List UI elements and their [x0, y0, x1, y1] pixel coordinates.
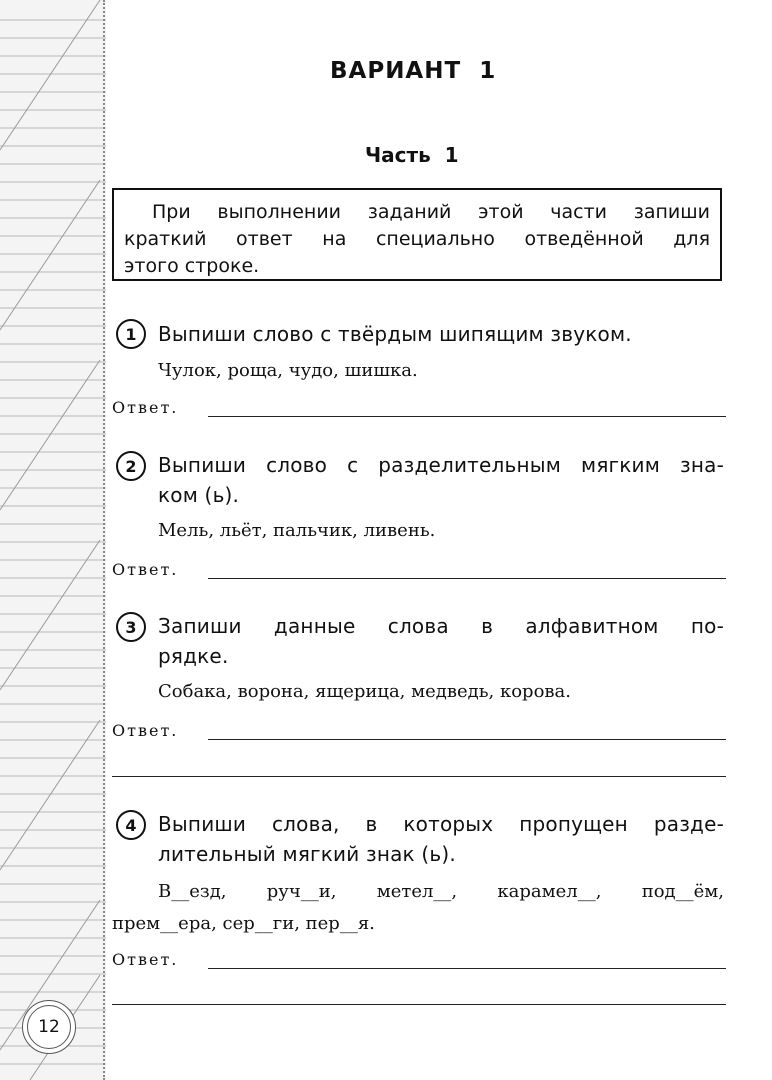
- task-3-words: [158, 676, 571, 708]
- task-question-line: Запиши данные слова в алфавитном по-: [158, 614, 724, 638]
- task-words-line: В__езд, руч__и, метел__, карамел__, под__ём,: [158, 881, 724, 902]
- variant-title: ВАРИАНТ 1: [330, 58, 497, 84]
- task-1-words: [158, 355, 418, 387]
- task-1-question: [158, 319, 703, 349]
- task-4-answer-line-extra[interactable]: [112, 1004, 726, 1005]
- instructions-line: этого строке.: [124, 255, 260, 277]
- task-words-line: прем__ера, сер__ги, пер__я.: [112, 913, 375, 934]
- instructions-line: При выполнении заданий этой части запиши: [152, 201, 710, 223]
- task-number-badge: 2: [116, 451, 146, 481]
- task-words-line: Собака, ворона, ящерица, медведь, корова.: [158, 681, 571, 702]
- task-question-line: рядке.: [158, 644, 229, 668]
- task-words-line: Чулок, роща, чудо, шишка.: [158, 360, 418, 381]
- task-number-badge: 3: [116, 612, 146, 642]
- task-1-answer-line[interactable]: [208, 416, 726, 417]
- task-4-question: [158, 809, 724, 869]
- task-question-line: Выпиши слово с разделительным мягким зна-: [158, 453, 724, 477]
- task-4-answer-line[interactable]: [208, 968, 726, 969]
- task-4-words: [112, 876, 724, 940]
- instructions-line: краткий ответ на специально отведённой для: [124, 228, 710, 250]
- instructions-box: [112, 188, 722, 281]
- answer-label: Ответ.: [112, 950, 179, 969]
- margin-dotted-line: [103, 0, 105, 1080]
- task-question-line: ком (ь).: [158, 483, 240, 507]
- task-3-answer-line-extra[interactable]: [112, 776, 726, 777]
- task-3-question: [158, 611, 724, 671]
- answer-label: Ответ.: [112, 721, 179, 740]
- task-2-answer-line[interactable]: [208, 578, 726, 579]
- part-title: Часть 1: [365, 143, 459, 167]
- task-question-line: Выпиши слова, в которых пропущен разде-: [158, 812, 724, 836]
- answer-label: Ответ.: [112, 398, 179, 417]
- task-2-question: [158, 450, 724, 510]
- answer-label: Ответ.: [112, 560, 179, 579]
- task-words-line: Мель, льёт, пальчик, ливень.: [158, 520, 436, 541]
- ruled-lines-decoration: [0, 0, 106, 1080]
- task-3-answer-line[interactable]: [208, 739, 726, 740]
- task-number-badge: 1: [116, 319, 146, 349]
- page-number: 12: [27, 1005, 71, 1049]
- task-number-badge: 4: [116, 810, 146, 840]
- task-question-line: лительный мягкий знак (ь).: [158, 842, 456, 866]
- task-question-line: Выпиши слово с твёрдым шипящим звуком.: [158, 322, 632, 346]
- task-2-words: [158, 515, 435, 547]
- page-number-badge: [22, 1000, 76, 1054]
- margin-strip: [0, 0, 106, 1080]
